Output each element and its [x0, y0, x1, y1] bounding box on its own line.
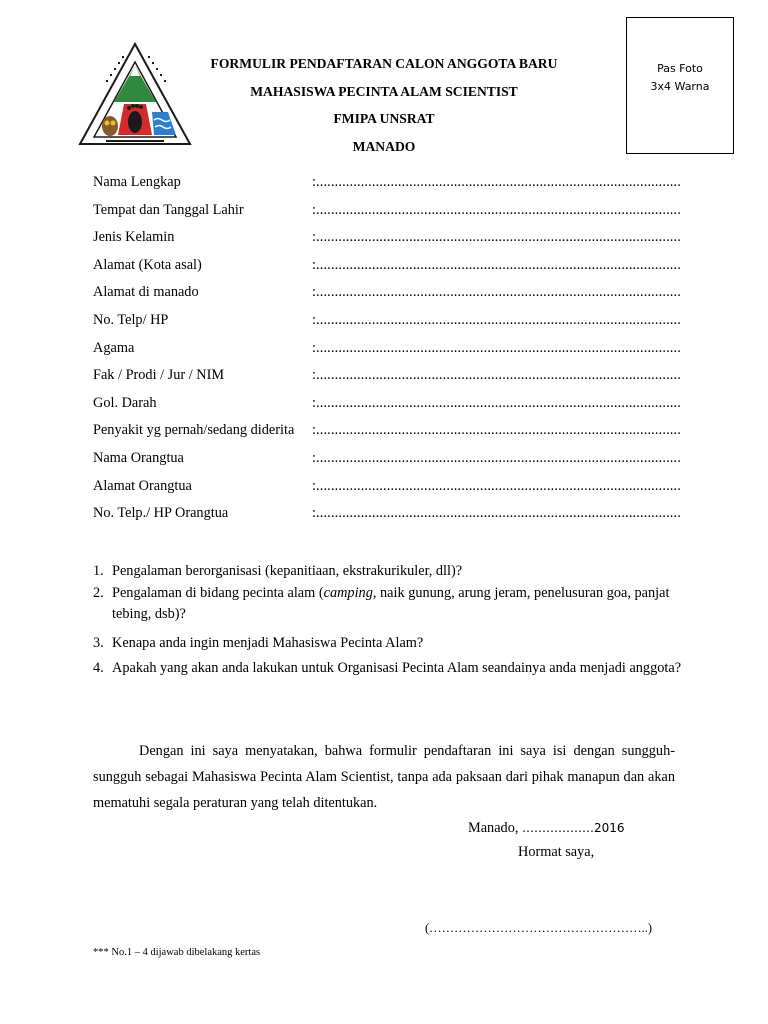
question-text: Kenapa anda ingin menjadi Mahasiswa Pecinta Alam? [112, 635, 424, 651]
question-2 [93, 583, 683, 625]
photo-placeholder-box [626, 17, 734, 154]
field-label: Gol. Darah [93, 395, 157, 411]
field-label: Alamat Orangtua [93, 478, 192, 494]
form-field-row [93, 503, 703, 523]
field-colon: : [312, 312, 316, 328]
field-colon: : [312, 202, 316, 218]
form-field-row [93, 448, 703, 468]
field-fill-line[interactable]: .................................................................................................. [316, 422, 681, 438]
field-fill-line[interactable]: .................................................................................................. [316, 478, 681, 494]
question-number: 4. [93, 660, 104, 676]
field-colon: : [312, 478, 316, 494]
field-label: Alamat di manado [93, 284, 199, 300]
signature-year: 2016 [594, 821, 625, 835]
photo-size-label: 3x4 Warna [650, 80, 710, 93]
question-text: Pengalaman berorganisasi (kepanitiaan, ekstrakurikuler, dll)? [112, 563, 463, 579]
field-label: Tempat dan Tanggal Lahir [93, 202, 244, 218]
question-text: Pengalaman di bidang pecinta alam (camping, naik gunung, arung jeram, penelusuran goa, panjat tebing, dsb)? [112, 585, 670, 622]
field-fill-line[interactable]: .................................................................................................. [316, 340, 681, 356]
field-colon: : [312, 505, 316, 521]
footnote: *** No.1 – 4 dijawab dibelakang kertas [93, 947, 261, 958]
question-number: 2. [93, 585, 104, 601]
question-number: 3. [93, 635, 104, 651]
field-label: Penyakit yg pernah/sedang diderita [93, 422, 295, 438]
form-field-row [93, 420, 703, 440]
field-fill-line[interactable]: .................................................................................................. [316, 202, 681, 218]
field-colon: : [312, 174, 316, 190]
question-1 [93, 561, 683, 582]
field-fill-line[interactable]: .................................................................................................. [316, 229, 681, 245]
field-fill-line[interactable]: .................................................................................................. [316, 505, 681, 521]
question-4 [93, 658, 683, 700]
field-colon: : [312, 229, 316, 245]
field-colon: : [312, 257, 316, 273]
form-field-row [93, 200, 703, 220]
faculty-name: FMIPA UNSRAT [333, 111, 435, 126]
signature-place: Manado, [468, 820, 519, 836]
declaration-paragraph: Dengan ini saya menyatakan, bahwa formulir pendaftaran ini saya isi dengan sungguh-sungguh sebagai Mahasiswa Pecinta Alam Scientist, tanpa ada paksaan dari pihak manapun dan akan mematuhi segala peraturan yang telah ditentukan. [93, 743, 675, 811]
form-field-row [93, 476, 703, 496]
field-fill-line[interactable]: .................................................................................................. [316, 312, 681, 328]
form-field-row [93, 338, 703, 358]
field-label: Agama [93, 340, 135, 356]
field-label: No. Telp/ HP [93, 312, 169, 328]
signature-place-date [468, 818, 625, 838]
form-field-row [93, 282, 703, 302]
question-3 [93, 633, 683, 654]
field-fill-line[interactable]: .................................................................................................. [316, 284, 681, 300]
field-label: Jenis Kelamin [93, 229, 175, 245]
photo-label: Pas Foto [657, 62, 703, 75]
question-text: Apakah yang akan anda lakukan untuk Organisasi Pecinta Alam seandainya anda menjadi anggota? [112, 660, 682, 676]
field-fill-line[interactable]: .................................................................................................. [316, 367, 681, 383]
field-fill-line[interactable]: .................................................................................................. [316, 257, 681, 273]
form-field-row [93, 227, 703, 247]
field-fill-line[interactable]: .................................................................................................. [316, 174, 681, 190]
form-field-row [93, 310, 703, 330]
city-name: MANADO [352, 139, 416, 154]
form-field-row [93, 365, 703, 385]
field-colon: : [312, 395, 316, 411]
form-field-row [93, 393, 703, 413]
signature-name-line: (……………………………………………..) [425, 921, 653, 935]
organization-name: MAHASISWA PECINTA ALAM SCIENTIST [250, 84, 518, 99]
field-label: Nama Lengkap [93, 174, 181, 190]
question-number: 1. [93, 563, 104, 579]
form-field-row [93, 255, 703, 275]
field-colon: : [312, 340, 316, 356]
field-label: Nama Orangtua [93, 450, 184, 466]
field-label: Fak / Prodi / Jur / NIM [93, 367, 225, 383]
field-label: Alamat (Kota asal) [93, 257, 202, 273]
field-colon: : [312, 422, 316, 438]
field-colon: : [312, 367, 316, 383]
form-title: FORMULIR PENDAFTARAN CALON ANGGOTA BARU [210, 56, 558, 71]
field-colon: : [312, 284, 316, 300]
field-label: No. Telp./ HP Orangtua [93, 505, 229, 521]
signature-closing: Hormat saya, [518, 844, 595, 860]
field-fill-line[interactable]: .................................................................................................. [316, 450, 681, 466]
signature-date-blank: ……………… [522, 821, 595, 835]
field-fill-line[interactable]: .................................................................................................. [316, 395, 681, 411]
form-field-row [93, 172, 703, 192]
field-colon: : [312, 450, 316, 466]
